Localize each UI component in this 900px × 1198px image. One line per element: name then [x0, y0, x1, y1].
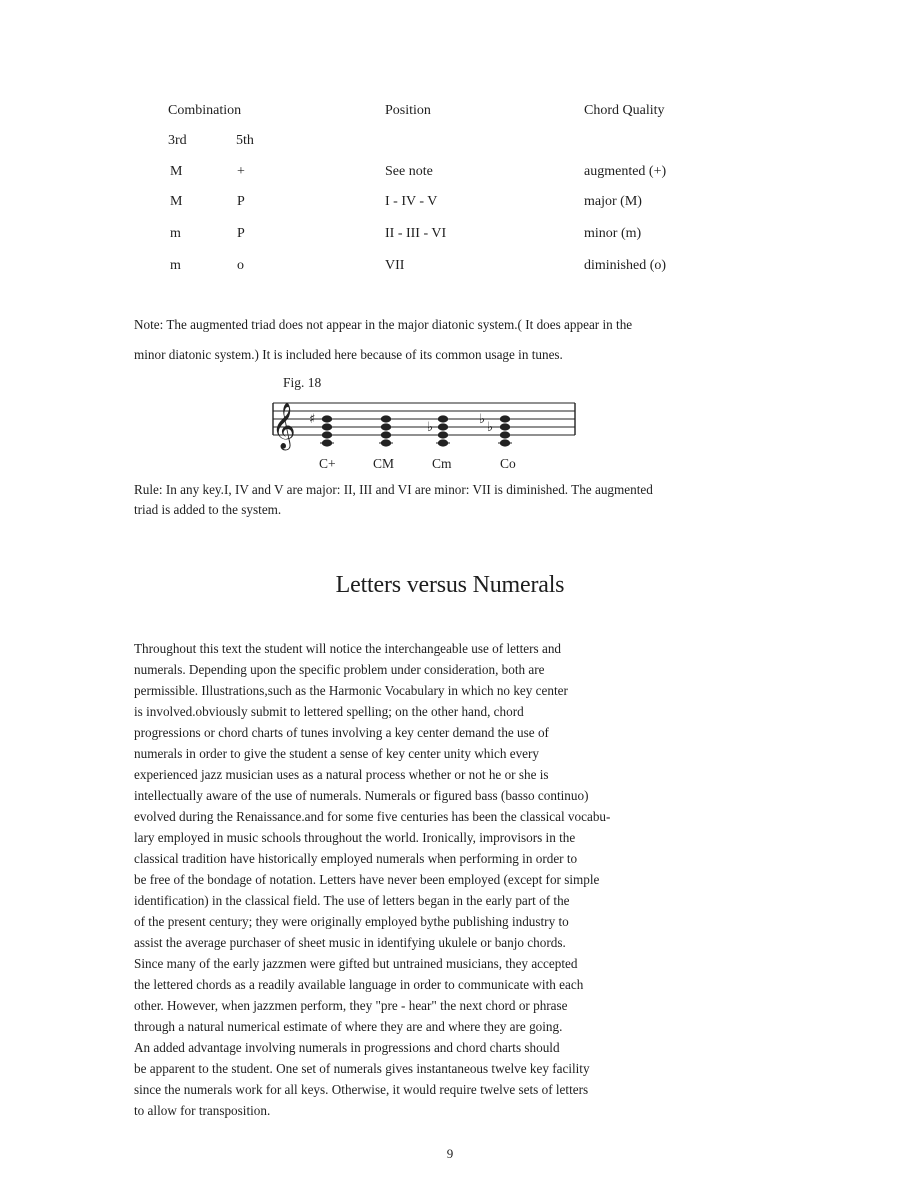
chord-note-cm-minor	[427, 415, 450, 446]
row2-quality: major (M)	[584, 194, 642, 209]
body-line: the lettered chords as a readily available language in order to communicate with each	[134, 977, 584, 992]
subheader-5th: 5th	[236, 133, 254, 148]
body-line: is involved.obviously submit to lettered spelling; on the other hand, chord	[134, 704, 524, 719]
row1-quality: augmented (+)	[584, 164, 667, 179]
chord-label-cplus: C+	[319, 456, 336, 471]
body-line: Throughout this text the student will notice the interchangeable use of letters and	[134, 641, 562, 656]
svg-text:♯: ♯	[309, 412, 316, 427]
body-line: permissible. Illustrations,such as the Harmonic Vocabulary in which no key center	[134, 683, 568, 698]
body-line: assist the average purchaser of sheet music in identifying ukulele or banjo chords.	[134, 935, 566, 950]
note-line-1: Note: The augmented triad does not appear in the major diatonic system.( It does appear in the	[134, 317, 633, 332]
row4-third: m	[170, 258, 181, 273]
row3-position: II - III - VI	[385, 226, 447, 241]
body-paragraph	[134, 638, 754, 1121]
row3-third: m	[170, 226, 181, 241]
svg-text:♭: ♭	[487, 420, 494, 435]
body-line: lary employed in music schools throughout the world. Ironically, improvisors in the	[134, 830, 576, 845]
rule-line-1: Rule: In any key.I, IV and V are major: II, III and VI are minor: VII is diminished. The augmented	[134, 482, 653, 497]
body-line: be free of the bondage of notation. Letters have never been employed (except for simple	[134, 872, 600, 887]
body-line: numerals. Depending upon the specific problem under consideration, both are	[134, 662, 545, 677]
chord-label-cm-major: CM	[373, 456, 395, 471]
row1-third: M	[170, 164, 183, 179]
row2-third: M	[170, 194, 183, 209]
note-paragraph	[134, 310, 632, 370]
header-combination: Combination	[168, 103, 242, 118]
body-line: since the numerals work for all keys. Otherwise, it would require twelve sets of letters	[134, 1082, 589, 1097]
body-line: Since many of the early jazzmen were gifted but untrained musicians, they accepted	[134, 956, 578, 971]
row2-fifth: P	[237, 194, 245, 209]
body-line: other. However, when jazzmen perform, they "pre - hear" the next chord or phrase	[134, 998, 568, 1013]
page-number: 9	[446, 1146, 454, 1161]
row2-position: I - IV - V	[385, 194, 438, 209]
subheader-3rd: 3rd	[168, 133, 187, 148]
chord-label-cm-minor: Cm	[432, 456, 452, 471]
rule-line-2: triad is added to the system.	[134, 502, 282, 517]
row3-fifth: P	[237, 226, 245, 241]
body-line: classical tradition have historically employed numerals when performing in order to	[134, 851, 578, 866]
body-line: numerals in order to give the student a sense of key center unity which every	[134, 746, 540, 761]
row4-fifth: o	[237, 258, 244, 273]
header-position: Position	[385, 103, 431, 118]
body-line: experienced jazz musician uses as a natural process whether or not he or she is	[134, 767, 549, 782]
chord-note-cm-major	[379, 415, 393, 446]
body-line: through a natural numerical estimate of where they are and where they are going.	[134, 1019, 563, 1034]
figure-label: Fig. 18	[283, 375, 322, 390]
chord-note-co-diminished	[479, 412, 512, 447]
row4-position: VII	[385, 258, 405, 273]
row1-position: See note	[385, 164, 433, 179]
chord-label-co: Co	[500, 456, 516, 471]
body-line: be apparent to the student. One set of numerals gives instantaneous twelve key facility	[134, 1061, 590, 1076]
body-line: to allow for transposition.	[134, 1103, 271, 1118]
body-line: identification) in the classical field. The use of letters began in the early part of the	[134, 893, 570, 908]
row4-quality: diminished (o)	[584, 258, 667, 273]
body-line: intellectually aware of the use of numerals. Numerals or figured bass (basso continuo)	[134, 788, 589, 803]
header-chord-quality: Chord Quality	[584, 103, 665, 118]
svg-text:♭: ♭	[479, 412, 486, 427]
chord-note-cplus	[309, 412, 334, 447]
section-title: Letters versus Numerals	[335, 572, 565, 598]
rule-paragraph	[134, 480, 653, 520]
body-line: progressions or chord charts of tunes involving a key center demand the use of	[134, 725, 549, 740]
treble-clef-icon	[272, 403, 296, 451]
svg-text:♭: ♭	[427, 420, 434, 435]
music-staff-figure	[265, 393, 585, 455]
body-line: evolved during the Renaissance.and for some five centuries has been the classical vocabu-	[134, 809, 611, 824]
note-line-2: minor diatonic system.) It is included here because of its common usage in tunes.	[134, 347, 563, 362]
body-line: of the present century; they were originally employed bythe publishing industry to	[134, 914, 569, 929]
svg-text:𝄞: 𝄞	[272, 403, 296, 449]
row3-quality: minor (m)	[584, 226, 642, 241]
body-line: An added advantage involving numerals in progressions and chord charts should	[134, 1040, 560, 1055]
row1-fifth: +	[237, 164, 245, 179]
